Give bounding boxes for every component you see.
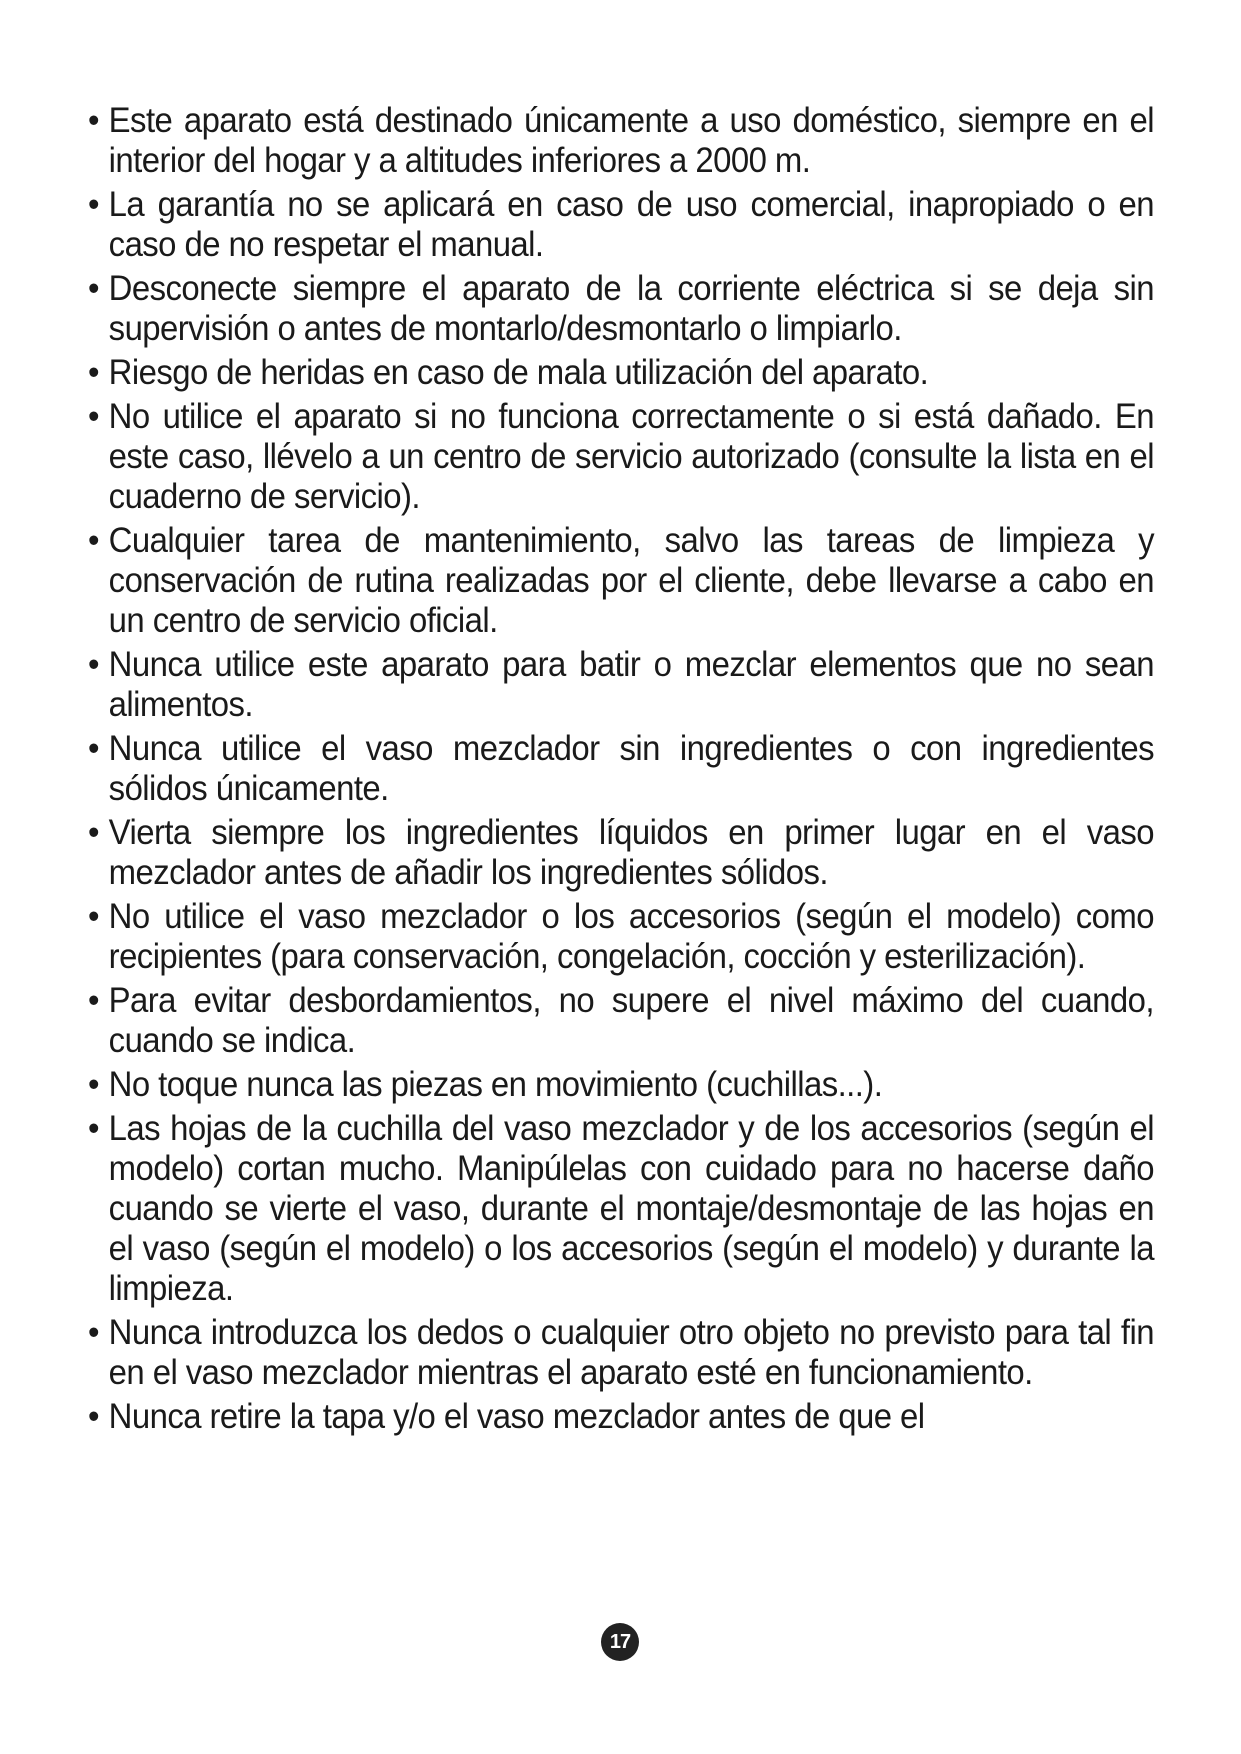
- bullet: •: [88, 1109, 99, 1148]
- bullet: •: [88, 1313, 99, 1352]
- list-item-text: Riesgo de heridas en caso de mala utilización del aparato.: [108, 353, 929, 392]
- bullet: •: [88, 269, 99, 308]
- bullet: •: [88, 981, 99, 1020]
- list-item-text: Desconecte siempre el aparato de la corriente eléctrica si se deja sin supervisión o antes de montarlo/desmontarlo o limpiarlo.: [108, 269, 1154, 348]
- bullet: •: [88, 645, 99, 684]
- bullet: •: [88, 813, 99, 852]
- list-item-text: Vierta siempre los ingredientes líquidos en primer lugar en el vaso mezclador antes de añadir los ingredientes sólidos.: [108, 813, 1154, 892]
- list-item-text: Nunca utilice este aparato para batir o mezclar elementos que no sean alimentos.: [108, 645, 1154, 724]
- list-item-text: No toque nunca las piezas en movimiento (cuchillas...).: [108, 1065, 883, 1104]
- list-item: [88, 897, 1154, 977]
- list-item-text: Las hojas de la cuchilla del vaso mezclador y de los accesorios (según el modelo) cortan mucho. Manipúlelas con cuidado para no hacerse daño cuando se vierte el vaso, durante el montaje/desmontaje de las hojas en el vaso (según el modelo) o los accesorios (según el modelo) y durante la limpieza.: [108, 1109, 1154, 1308]
- safety-instructions-list: [88, 101, 1154, 1441]
- list-item: [88, 1313, 1154, 1393]
- bullet: •: [88, 897, 99, 936]
- list-item: [88, 185, 1154, 265]
- list-item: [88, 813, 1154, 893]
- list-item: [88, 981, 1154, 1061]
- bullet: •: [88, 1065, 99, 1104]
- list-item: [88, 353, 1154, 393]
- list-item-text: Este aparato está destinado únicamente a uso doméstico, siempre en el interior del hogar y a altitudes inferiores a 2000 m.: [108, 101, 1154, 180]
- bullet: •: [88, 397, 99, 436]
- list-item-text: Para evitar desbordamientos, no supere el nivel máximo del cuando, cuando se indica.: [108, 981, 1154, 1060]
- list-item-text: La garantía no se aplicará en caso de uso comercial, inapropiado o en caso de no respetar el manual.: [108, 185, 1154, 264]
- list-item: [88, 1397, 1154, 1437]
- list-item: [88, 101, 1154, 181]
- bullet: •: [88, 101, 99, 140]
- bullet: •: [88, 521, 99, 560]
- bullet: •: [88, 1397, 99, 1436]
- list-item: [88, 397, 1154, 517]
- list-item: [88, 729, 1154, 809]
- bullet: •: [88, 185, 99, 224]
- list-item: [88, 645, 1154, 725]
- list-item: [88, 521, 1154, 641]
- list-item-text: Nunca introduzca los dedos o cualquier otro objeto no previsto para tal fin en el vaso mezclador mientras el aparato esté en funcionamiento.: [108, 1313, 1154, 1392]
- bullet: •: [88, 729, 99, 768]
- list-item-text: Nunca utilice el vaso mezclador sin ingredientes o con ingredientes sólidos únicamente.: [108, 729, 1154, 808]
- bullet: •: [88, 353, 99, 392]
- list-item: [88, 269, 1154, 349]
- list-item: [88, 1109, 1154, 1309]
- list-item-text: Nunca retire la tapa y/o el vaso mezclador antes de que el: [108, 1397, 925, 1436]
- list-item-text: Cualquier tarea de mantenimiento, salvo las tareas de limpieza y conservación de rutina realizadas por el cliente, debe llevarse a cabo en un centro de servicio oficial.: [108, 521, 1154, 640]
- list-item: [88, 1065, 1154, 1105]
- page-number-badge: 17: [601, 1623, 639, 1661]
- list-item-text: No utilice el aparato si no funciona correctamente o si está dañado. En este caso, llévelo a un centro de servicio autorizado (consulte la lista en el cuaderno de servicio).: [108, 397, 1154, 516]
- list-item-text: No utilice el vaso mezclador o los accesorios (según el modelo) como recipientes (para conservación, congelación, cocción y esterilización).: [108, 897, 1154, 976]
